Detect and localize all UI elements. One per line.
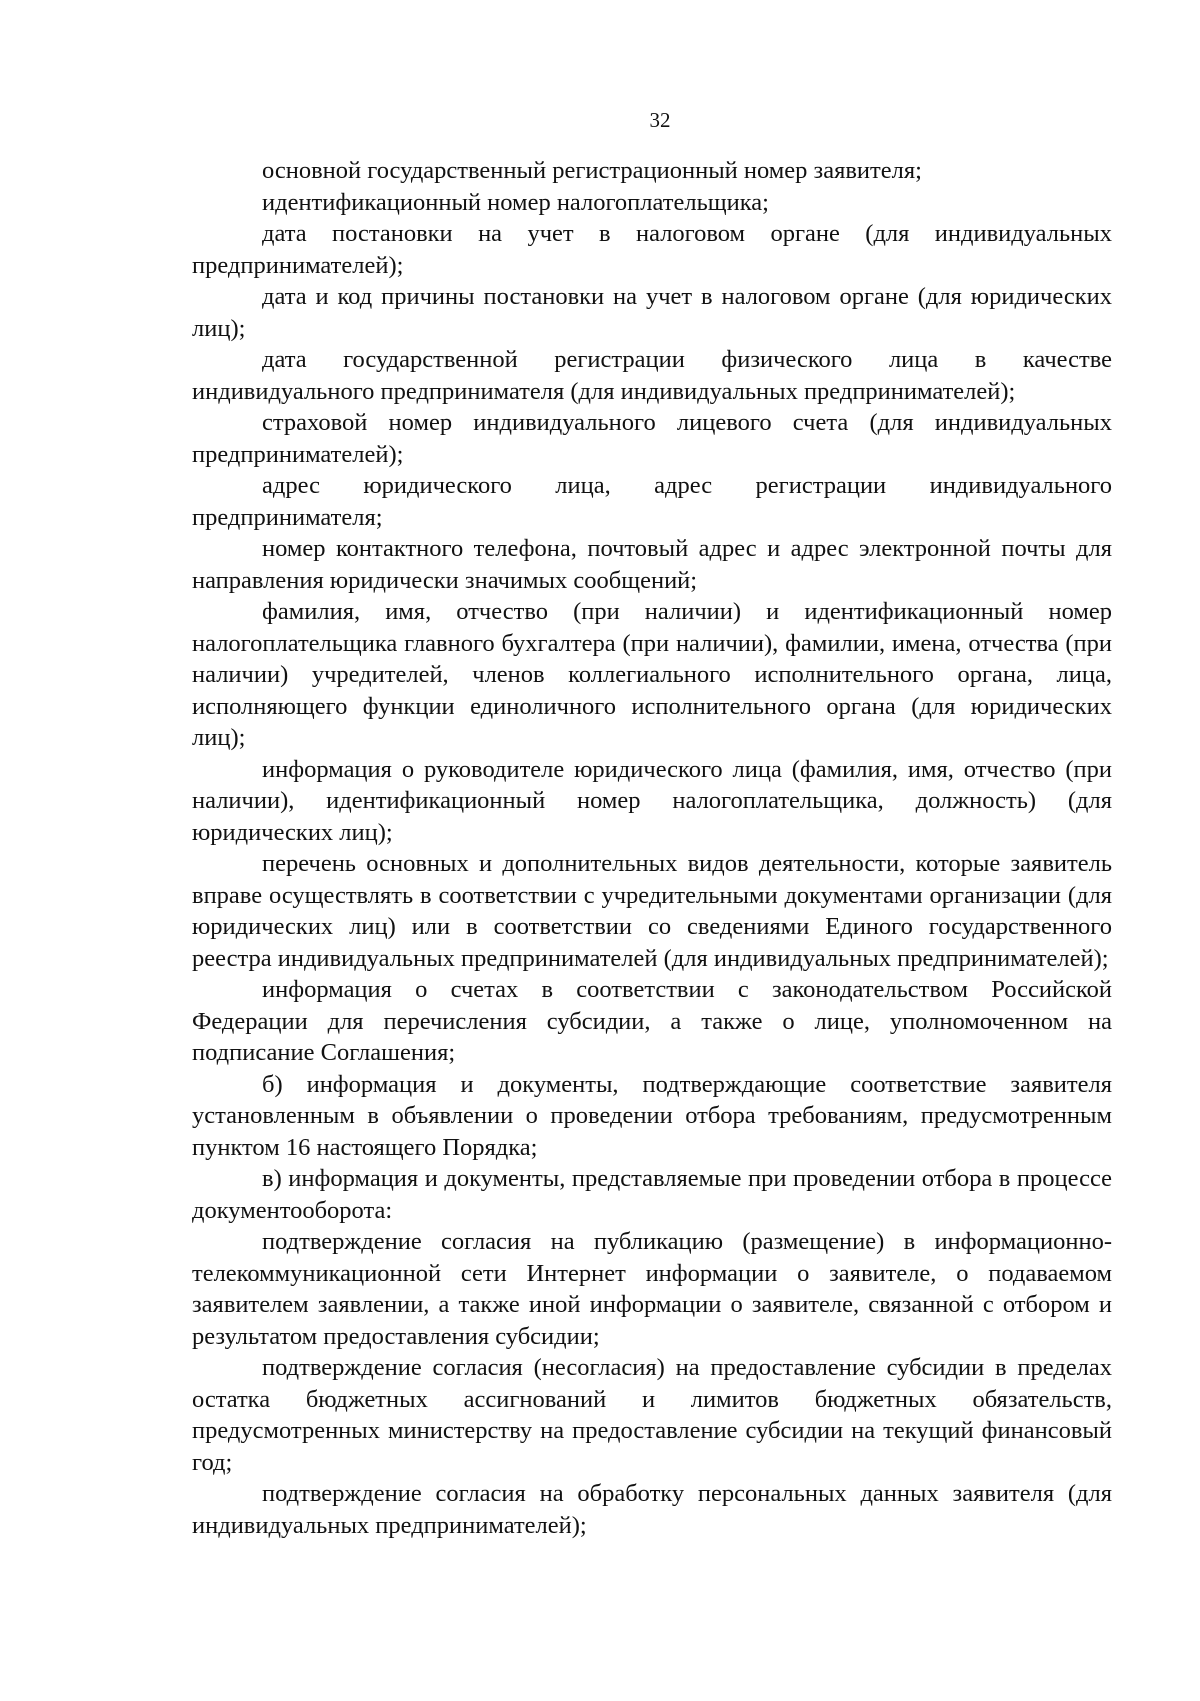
paragraph: основной государственный регистрационный номер заявителя;: [262, 157, 922, 184]
paragraph: информация о руководителе юридического лица (фамилия, имя, отчество (при наличии), идентификационный номер налогоплательщика, должность) (для юридических лиц);: [192, 755, 1112, 846]
paragraph: идентификационный номер налогоплательщика;: [262, 188, 769, 216]
paragraph: страховой номер индивидуального лицевого счета (для индивидуальных предпринимателей);: [192, 409, 1112, 468]
document-body: [192, 155, 1112, 1541]
paragraph: дата постановки на учет в налоговом органе (для индивидуальных предпринимателей);: [192, 220, 1112, 279]
page-number: 32: [649, 108, 671, 132]
paragraph: перечень основных и дополнительных видов деятельности, которые заявитель вправе осуществлять в соответствии с учредительными документами организации (для юридических лиц) или в соответствии со сведениями Единого государственного реестра индивидуальных предпринимателей (для индивидуальных предпринимателей);: [192, 850, 1112, 972]
paragraph: информация о счетах в соответствии с законодательством Российской Федерации для перечисления субсидии, а также о лице, уполномоченном на подписание Соглашения;: [192, 976, 1112, 1066]
paragraph-item-b: б) информация и документы, подтверждающие соответствие заявителя установленным в объявлении о проведении отбора требованиям, предусмотренным пунктом 16 настоящего Порядка;: [192, 1070, 1112, 1161]
paragraph: адрес юридического лица, адрес регистрации индивидуального предпринимателя;: [192, 472, 1112, 531]
paragraph: дата государственной регистрации физического лица в качестве индивидуального предпринимателя (для индивидуальных предпринимателей);: [192, 346, 1112, 405]
paragraph: подтверждение согласия на обработку персональных данных заявителя (для индивидуальных предпринимателей);: [192, 1480, 1112, 1539]
paragraph-item-v: в) информация и документы, представляемые при проведении отбора в процессе документооборота:: [192, 1165, 1112, 1224]
paragraph: подтверждение согласия (несогласия) на предоставление субсидии в пределах остатка бюджетных ассигнований и лимитов бюджетных обязательств, предусмотренных министерству на предоставление субсидии на текущий финансовый год;: [192, 1354, 1112, 1476]
paragraph: дата и код причины постановки на учет в налоговом органе (для юридических лиц);: [192, 283, 1112, 342]
paragraph: фамилия, имя, отчество (при наличии) и идентификационный номер налогоплательщика главного бухгалтера (при наличии), фамилии, имена, отчества (при наличии) учредителей, членов коллегиального исполнительного органа, лица, исполняющего функции единоличного исполнительного органа (для юридических лиц);: [192, 598, 1112, 751]
paragraph: подтверждение согласия на публикацию (размещение) в информационно-телекоммуникационной сети Интернет информации о заявителе, о подаваемом заявителем заявлении, а также иной информации о заявителе, связанной с отбором и результатом предоставления субсидии;: [192, 1228, 1112, 1350]
paragraph: номер контактного телефона, почтовый адрес и адрес электронной почты для направления юридически значимых сообщений;: [192, 535, 1112, 594]
